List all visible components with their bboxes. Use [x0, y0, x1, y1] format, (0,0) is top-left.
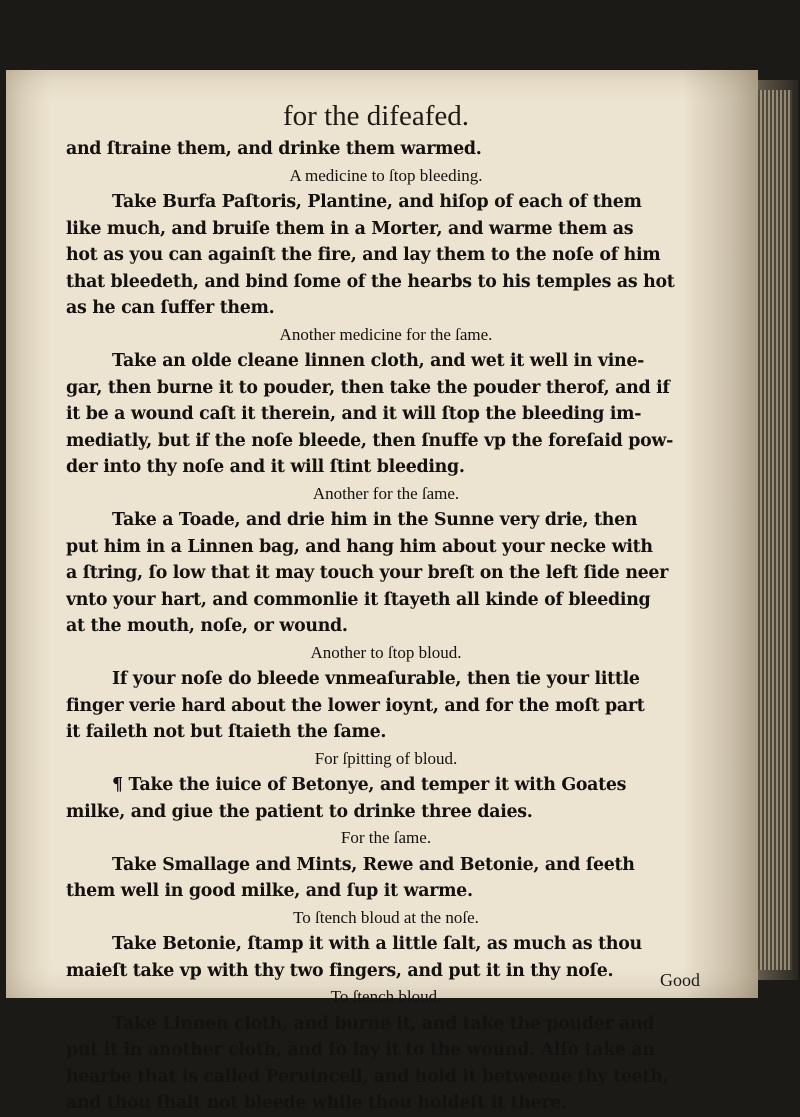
section-heading: To ſtench bloud at the noſe.	[293, 907, 479, 927]
section-heading: A medicine to ſtop bleeding.	[289, 165, 483, 185]
text-line: a ſtring, ſo low that it may touch your breſt on the left ſide neer	[66, 563, 669, 583]
text-line: hot as you can againſt the fire, and lay them to the noſe of him	[66, 245, 661, 265]
text-line: it faileth not but ſtaieth the ſame.	[66, 722, 387, 742]
book-page	[6, 70, 758, 1113]
text-line: that bleedeth, and bind ſome of the hearbs to his temples as hot	[66, 271, 675, 292]
text-line: put him in a Linnen bag, and hang him about your necke with	[66, 536, 653, 557]
text-line: put it in another cloth, and ſo lay it to the wound. Alſo take an	[66, 1040, 655, 1060]
text-line: at the mouth, noſe, or wound.	[66, 616, 348, 636]
text-line: as he can ſuffer them.	[66, 298, 275, 318]
catchword: Good	[660, 970, 700, 990]
text-line: maieſt take vp with thy two fingers, and put it in thy noſe.	[66, 960, 614, 981]
section-heading: For ſpitting of bloud.	[314, 748, 458, 768]
text-line: Take a Toade, and drie him in the Sunne very drie, then	[112, 510, 638, 530]
text-line: Take an olde cleane linnen cloth, and wet it well in vine-	[112, 351, 645, 371]
text-line: vnto your hart, and commonlie it ſtayeth all kinde of bleeding	[66, 589, 651, 610]
section-heading: To ſtench bloud.	[330, 987, 442, 1006]
text-line: Take Linnen cloth, and burne it, and take the pouder and	[112, 1013, 655, 1034]
text-line: ¶ Take the iuice of Betonye, and temper it with Goates	[112, 775, 627, 795]
text-line: it be a wound caſt it therein, and it will ſtop the bleeding im-	[66, 404, 642, 424]
text-line: them well in good milke, and ſup it warme.	[66, 881, 473, 901]
text-line: and thou ſhalt not bleede while thou holdeſt it there.	[66, 1093, 567, 1113]
section-heading: Another medicine for the ſame.	[279, 324, 493, 344]
text-line: mediatly, but if the noſe bleede, then ſnuffe vp the foreſaid pow-	[66, 430, 674, 451]
text-line: Take Burfa Paſtoris, Plantine, and hiſop of each of them	[112, 192, 642, 212]
text-line: Take Smallage and Mints, Rewe and Betonie, and ſeeth	[112, 854, 635, 875]
page-stack-edge	[752, 90, 792, 970]
text-line: milke, and giue the patient to drinke three daies.	[66, 801, 533, 822]
section-heading: For the ſame.	[340, 828, 432, 847]
text-line: If your noſe do bleede vnmeaſurable, then tie your little	[112, 669, 640, 689]
section-heading: Another to ſtop bloud.	[310, 642, 462, 662]
running-head: for the difeafed.	[283, 100, 469, 132]
text-line: gar, then burne it to pouder, then take the pouder therof, and if	[66, 377, 670, 398]
text-line: and ſtraine them, and drinke them warmed.	[66, 139, 482, 159]
text-line: der into thy noſe and it will ſtint bleeding.	[66, 457, 465, 477]
text-line: hearbe that is called Peruincell, and hold it betweene thy teeth,	[66, 1066, 669, 1087]
section-heading: Another for the ſame.	[312, 483, 460, 503]
text-line: Take Betonie, ſtamp it with a little ſalt, as much as thou	[112, 934, 642, 954]
text-line: finger verie hard about the lower ioynt, and for the moſt part	[66, 695, 645, 716]
page-body	[66, 136, 706, 1117]
text-line: like much, and bruiſe them in a Morter, and warme them as	[66, 218, 634, 239]
